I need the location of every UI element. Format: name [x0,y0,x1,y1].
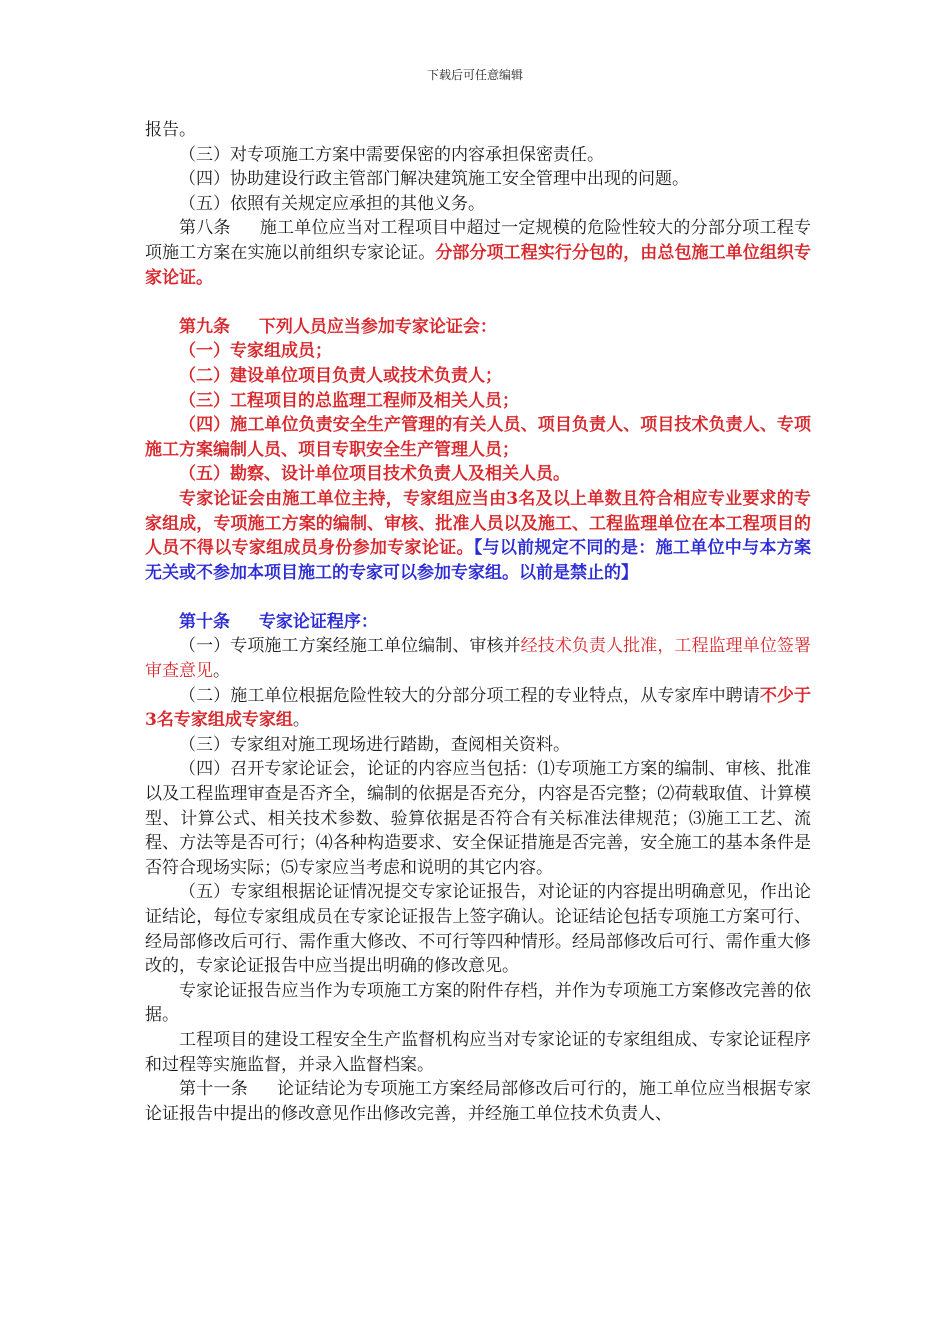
article-number: 第十一条 [179,1079,248,1100]
text: （一）专家组成员； [179,341,332,362]
paragraph [145,143,811,168]
text: （五）勘察、设计单位项目技术负责人及相关人员。 [179,464,570,485]
text: （二）施工单位根据危险性较大的分部分项工程的专业特点，从专家库中聘请 [179,685,760,706]
page-header: 下载后可任意编辑 [426,68,523,82]
article-number: 第八条 [179,218,231,239]
text: （四）协助建设行政主管部门解决建筑施工安全管理中出现的问题。 [179,169,689,190]
text: （三）工程项目的总监理工程师及相关人员； [179,390,519,411]
list-item [145,413,811,462]
article-number: 第九条 [179,316,230,337]
text: 专家论证程序： [258,611,378,632]
text: 。 [292,710,310,731]
list-item [145,364,811,389]
paragraph [145,487,811,585]
text: （二）建设单位项目负责人或技术负责人； [179,365,502,386]
article-number: 第十条 [179,611,230,632]
paragraph [145,979,811,1028]
paragraph [145,167,811,192]
highlight-text: 经技术负责人批准，工程监理单位签署审查意见 [145,636,812,682]
text: 工程项目的建设工程安全生产监督机构应当对专家论证的专家组组成、专家论证程序和过程等实施监督，并录入监督档案。 [145,1029,811,1075]
paragraph [145,192,811,217]
text: （三）对专项施工方案中需要保密的内容承担保密责任。 [179,144,604,165]
text: （四）召开专家论证会，论证的内容应当包括：⑴专项施工方案的编制、审核、批准以及工程监理审查是否齐全，编制的依据是否充分，内容是否完整；⑵荷载取值、计算模型、计算公式、相关技术参数、验算依据是否符合有关标准法律规范；⑶施工工艺、流程、方法等是否可行；⑷各种构造要求、安全保证措施是否完善，安全施工的基本条件是否符合现场实际；⑸专家应当考虑和说明的其它内容。 [145,759,811,878]
text: （五）依照有关规定应承担的其他义务。 [179,193,485,214]
text: 。 [213,661,230,682]
highlight-text: 专家论证会由施工单位主持，专家组应当由3名及以上单数且符合相应专业要求的专家组成，专项施工方案的编制、审核、批准人员以及施工、工程监理单位在本工程项目的人员不得以专家组成员身份参加专家论证。 [145,488,811,559]
highlight-text: 不少于3名专家组成专家组 [145,685,812,731]
highlight-text: 分部分项工程实行分包的，由总包施工单位组织专家论证。 [145,242,812,288]
paragraph [145,757,811,880]
paragraph [145,634,811,683]
paragraph [145,684,811,733]
note-text: 【与以前规定不同的是：施工单位中与本方案无关或不参加本项目施工的专家可以参加专家组。以前是禁止的】 [145,538,811,583]
text: 报告。 [145,120,196,140]
paragraph [145,118,811,143]
text: 施工单位应当对工程项目中超过一定规模的危险性较大的分部分项工程专项施工方案在实施以前组织专家论证。 [145,218,812,263]
article-11 [145,1077,811,1126]
text: （一）专项施工方案经施工单位编制、审核并 [179,636,521,657]
text: （三）专家组对施工现场进行踏勘，查阅相关资料。 [179,734,570,755]
article-8 [145,216,811,290]
paragraph [145,733,811,758]
text: （五）专家组根据论证情况提交专家论证报告，对论证的内容提出明确意见，作出论证结论，每位专家组成员在专家论证报告上签字确认。论证结论包括专项施工方案可行、经局部修改后可行、需作重大修改、不可行等四种情形。经局部修改后可行、需作重大修改的，专家论证报告中应当提出明确的修改意见。 [145,882,811,977]
paragraph [145,1028,811,1077]
text: 下列人员应当参加专家论证会： [258,316,497,337]
list-item [145,462,811,487]
article-9 [145,315,811,340]
article-10 [145,610,811,635]
text: 专家论证报告应当作为专项施工方案的附件存档，并作为专项施工方案修改完善的依据。 [145,980,811,1026]
list-item [145,339,811,364]
list-item [145,389,811,414]
document-body [145,118,811,1126]
paragraph [145,880,811,978]
text: 论证结论为专项施工方案经局部修改后可行的，施工单位应当根据专家论证报告中提出的修改意见作出修改完善，并经施工单位技术负责人、 [145,1079,812,1124]
text: （四）施工单位负责安全生产管理的有关人员、项目负责人、项目技术负责人、专项施工方案编制人员、项目专职安全生产管理人员； [145,415,811,460]
